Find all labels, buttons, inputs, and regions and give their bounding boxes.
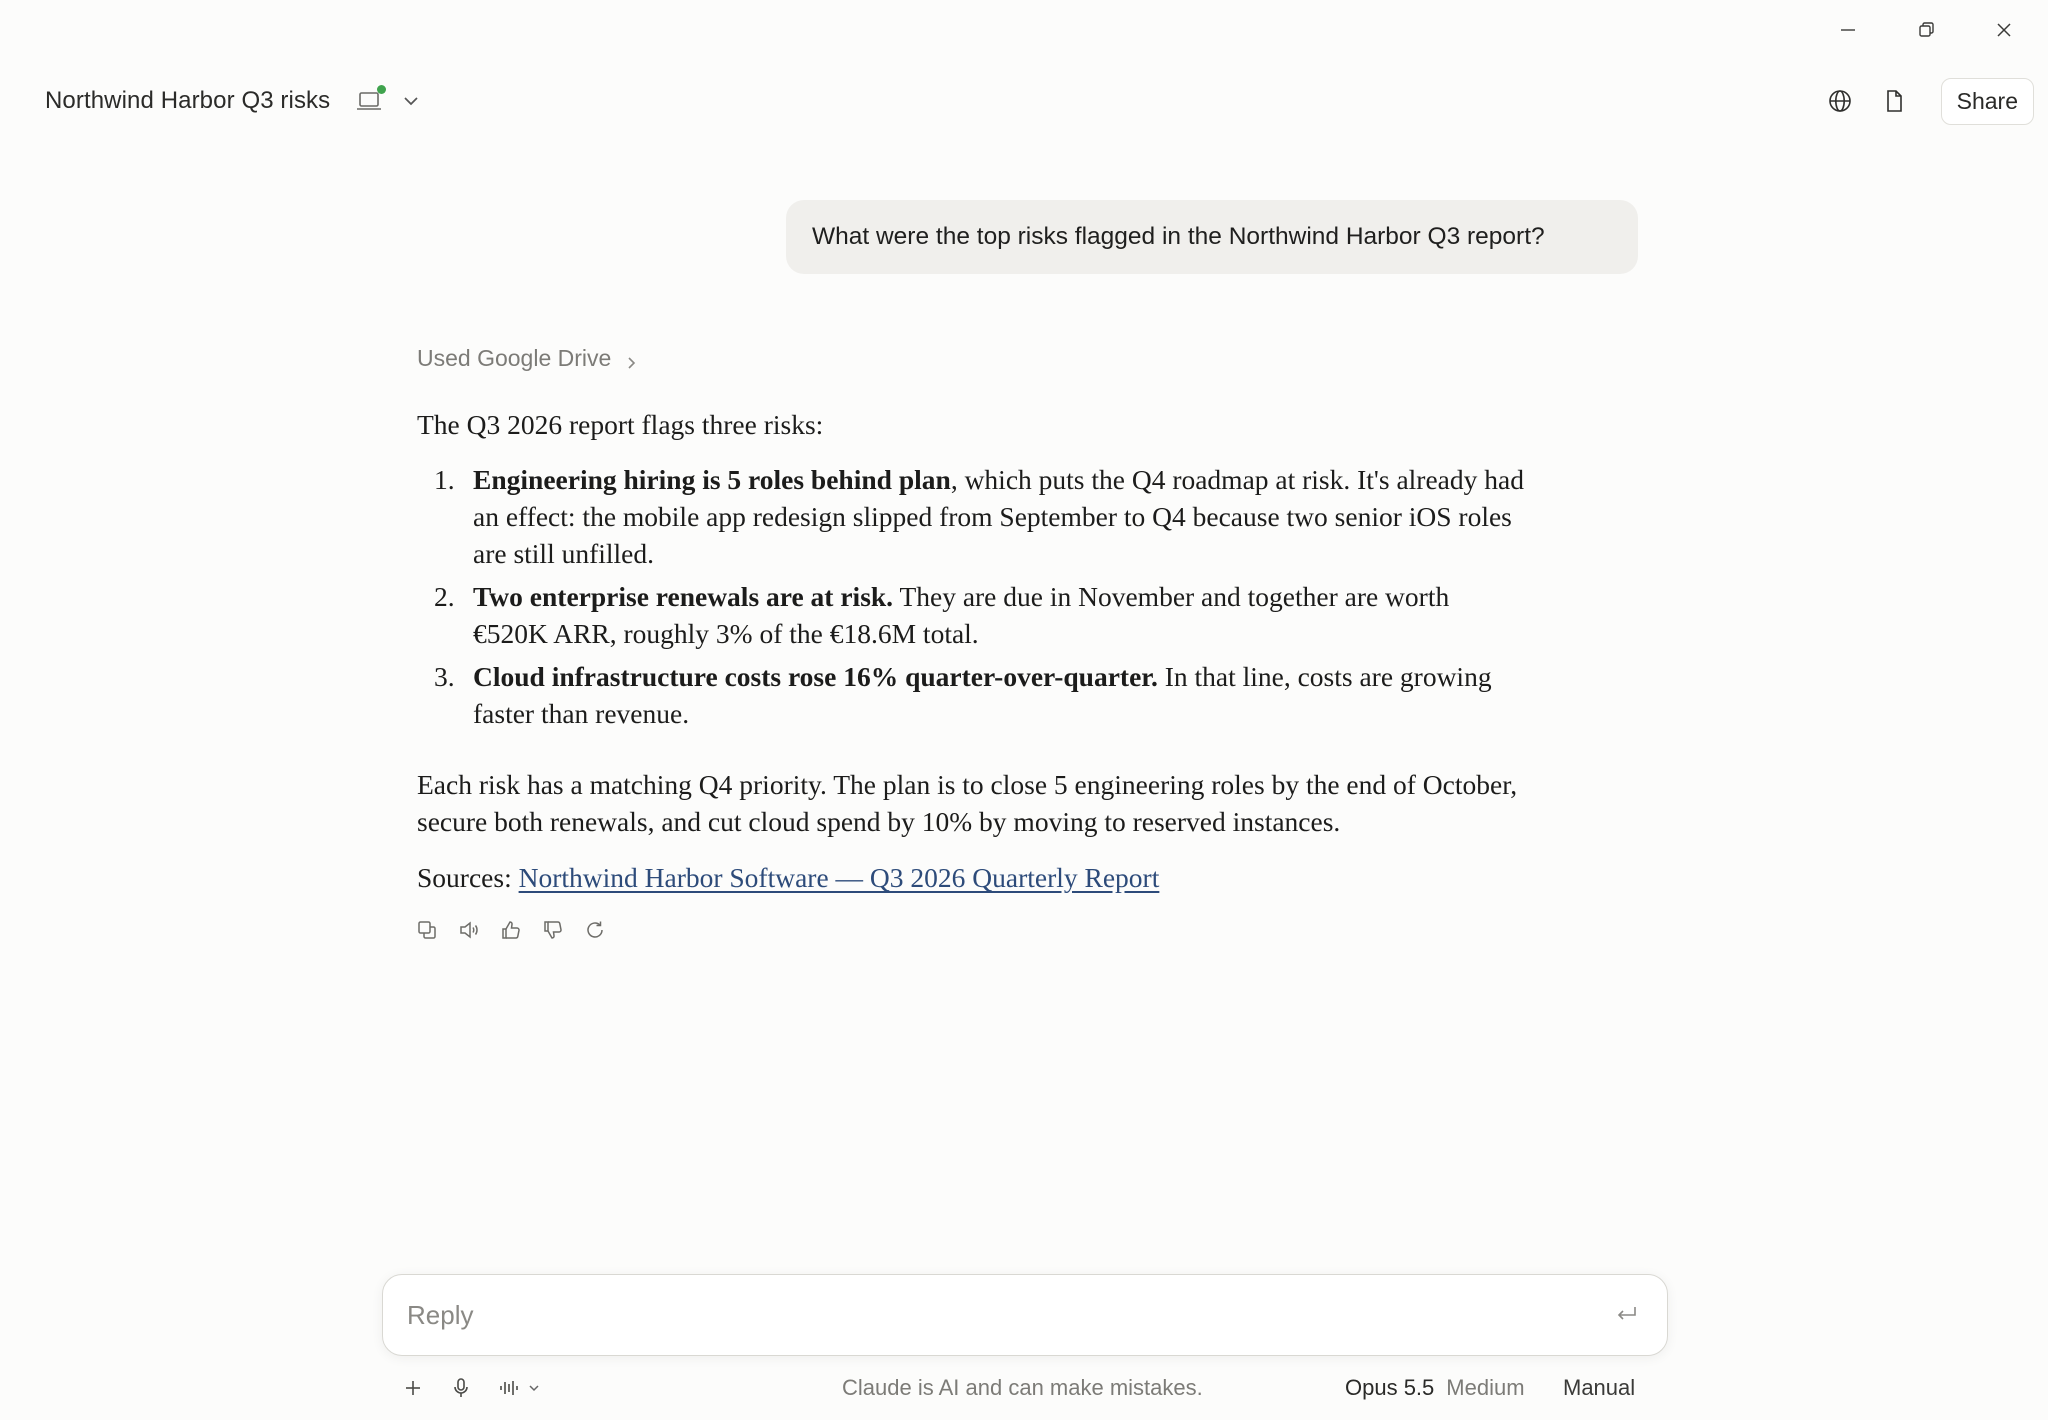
tool-used-toggle[interactable] (417, 340, 1527, 376)
list-item (417, 578, 1527, 652)
list-item (417, 461, 1527, 572)
conversation-title[interactable]: Northwind Harbor Q3 risks (45, 87, 331, 114)
share-button[interactable]: Share (1941, 78, 2034, 125)
globe-icon[interactable] (1823, 84, 1857, 118)
close-icon (1994, 20, 2014, 40)
minimize-icon (1838, 20, 1858, 40)
risk-heading: Two enterprise renewals are at risk. (473, 581, 894, 612)
mode-selector[interactable]: Manual (1563, 1375, 1636, 1400)
source-link[interactable]: Northwind Harbor Software — Q3 2026 Quarterly Report (518, 862, 1160, 893)
model-name: Opus 5.5 (1345, 1375, 1435, 1400)
risk-text: They are due in November and together are worth €520K ARR, roughly 3% of the €18.6M total. (473, 581, 1450, 649)
list-item (417, 658, 1527, 732)
header-actions (1823, 78, 2034, 125)
response-intro: The Q3 2026 report flags three risks: (417, 409, 824, 440)
window-controls (1820, 10, 2032, 50)
restore-icon (1916, 20, 1936, 40)
model-effort: Medium (1446, 1375, 1525, 1400)
reply-input[interactable] (407, 1275, 1557, 1355)
document-icon[interactable] (1877, 84, 1911, 118)
speaker-icon[interactable] (457, 918, 481, 942)
tool-used-label: Used Google Drive (417, 344, 612, 371)
list-number: 3. (434, 661, 455, 692)
plus-icon[interactable] (400, 1375, 426, 1401)
risk-heading: Cloud infrastructure costs rose 16% quarter-over-quarter. (473, 661, 1158, 692)
response-summary: Each risk has a matching Q4 priority. The plan is to close 5 engineering roles by the end of October, secure both renewals, and cut cloud spend by 10% by moving to reserved instances. (417, 769, 1518, 837)
user-message (786, 200, 1638, 274)
chevron-down-icon (526, 1380, 542, 1396)
list-number: 2. (434, 581, 455, 612)
minimize-button[interactable] (1820, 10, 1876, 50)
model-selector[interactable] (1345, 1375, 1525, 1401)
list-number: 1. (434, 464, 455, 495)
disclaimer-text: Claude is AI and can make mistakes. (842, 1375, 1203, 1400)
thumbs-down-icon[interactable] (541, 918, 565, 942)
copy-icon[interactable] (415, 918, 439, 942)
enter-icon[interactable] (1613, 1302, 1641, 1328)
assistant-message (417, 340, 1527, 942)
sources-label: Sources: (417, 862, 512, 893)
sources-line (417, 859, 1527, 896)
waveform-icon (496, 1375, 522, 1401)
user-message-text: What were the top risks flagged in the Northwind Harbor Q3 report? (812, 223, 1545, 250)
message-actions (415, 918, 1527, 942)
risk-heading: Engineering hiring is 5 roles behind plan (473, 464, 951, 495)
restore-button[interactable] (1898, 10, 1954, 50)
reply-composer (382, 1274, 1668, 1356)
thumbs-up-icon[interactable] (499, 918, 523, 942)
voice-mode-toggle[interactable] (496, 1375, 542, 1401)
composer-tools (400, 1375, 542, 1401)
chat-header (45, 78, 2034, 124)
chevron-right-icon (623, 350, 639, 366)
laptop-icon[interactable] (354, 87, 386, 115)
risk-text: In that line, costs are growing faster than revenue. (473, 661, 1492, 729)
risk-text: , which puts the Q4 roadmap at risk. It's already had an effect: the mobile app redesign slipped from September to Q4 because two senior iOS roles are still unfilled. (473, 464, 1524, 569)
composer-footer (400, 1370, 1648, 1406)
chevron-down-icon[interactable] (400, 90, 422, 112)
close-window-button[interactable] (1976, 10, 2032, 50)
microphone-icon[interactable] (448, 1375, 474, 1401)
retry-icon[interactable] (583, 918, 607, 942)
risk-list (417, 461, 1527, 732)
